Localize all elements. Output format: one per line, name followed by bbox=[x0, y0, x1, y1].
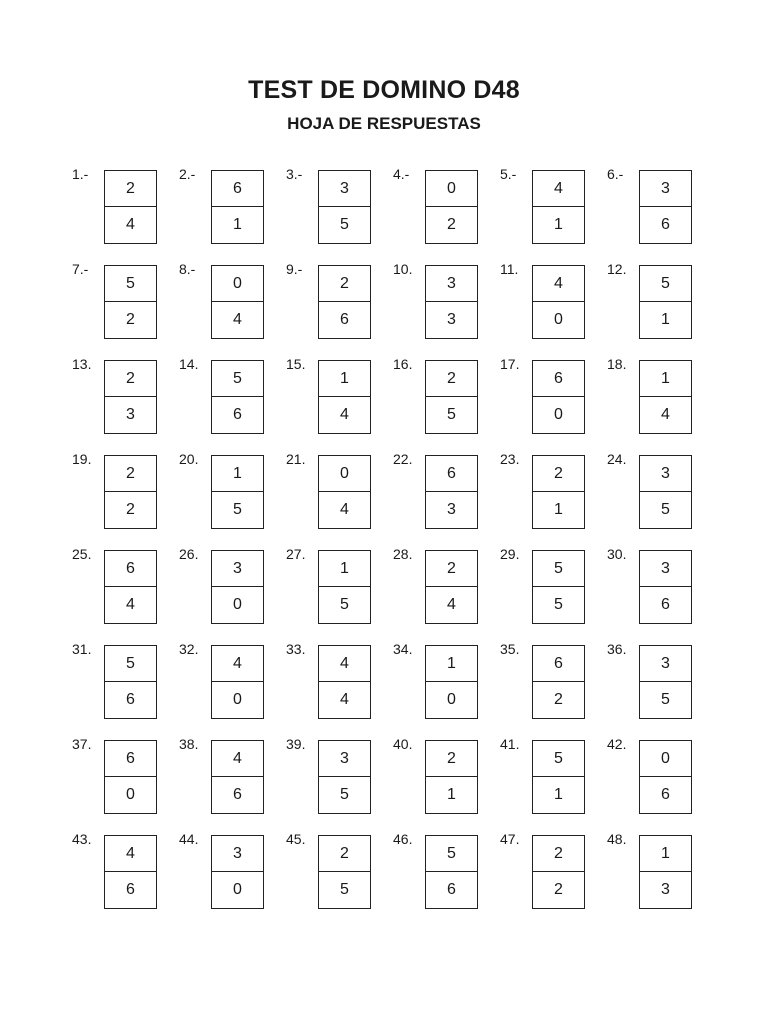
answer-item bbox=[72, 356, 179, 451]
domino-tile bbox=[639, 740, 692, 814]
domino-bottom-value: 5 bbox=[554, 596, 563, 613]
question-number: 46. bbox=[393, 831, 413, 847]
domino-top-value: 5 bbox=[105, 646, 156, 682]
answer-item bbox=[500, 546, 607, 641]
domino-tile bbox=[532, 265, 585, 339]
domino-top-value: 2 bbox=[105, 171, 156, 207]
domino-tile bbox=[639, 360, 692, 434]
answer-item bbox=[286, 736, 393, 831]
domino-tile bbox=[425, 455, 478, 529]
answer-grid bbox=[72, 166, 712, 926]
domino-tile bbox=[211, 740, 264, 814]
domino-tile bbox=[318, 265, 371, 339]
domino-bottom-value: 2 bbox=[554, 881, 563, 898]
question-number: 36. bbox=[607, 641, 627, 657]
question-number: 16. bbox=[393, 356, 413, 372]
domino-bottom-value: 4 bbox=[126, 596, 135, 613]
domino-tile bbox=[639, 645, 692, 719]
domino-top-value: 3 bbox=[640, 456, 691, 492]
domino-top-value: 4 bbox=[105, 836, 156, 872]
domino-bottom-value: 1 bbox=[554, 501, 563, 518]
domino-tile bbox=[425, 170, 478, 244]
domino-top-value: 6 bbox=[426, 456, 477, 492]
domino-tile bbox=[639, 265, 692, 339]
domino-top-value: 5 bbox=[212, 361, 263, 397]
domino-top-value: 1 bbox=[640, 836, 691, 872]
domino-top-value: 1 bbox=[319, 361, 370, 397]
domino-bottom-value: 6 bbox=[340, 311, 349, 328]
domino-bottom-value: 5 bbox=[340, 881, 349, 898]
domino-top-value: 0 bbox=[319, 456, 370, 492]
question-number: 14. bbox=[179, 356, 199, 372]
domino-bottom-value: 4 bbox=[340, 501, 349, 518]
answer-item bbox=[72, 451, 179, 546]
answer-item bbox=[72, 736, 179, 831]
answer-item bbox=[286, 451, 393, 546]
answer-item bbox=[72, 831, 179, 926]
answer-item bbox=[72, 546, 179, 641]
answer-item bbox=[607, 546, 714, 641]
question-number: 37. bbox=[72, 736, 92, 752]
domino-tile bbox=[104, 740, 157, 814]
answer-item bbox=[607, 831, 714, 926]
question-number: 32. bbox=[179, 641, 199, 657]
domino-bottom-value: 0 bbox=[233, 881, 242, 898]
question-number: 21. bbox=[286, 451, 306, 467]
domino-tile bbox=[211, 835, 264, 909]
question-number: 1.- bbox=[72, 166, 89, 182]
domino-top-value: 5 bbox=[533, 741, 584, 777]
domino-tile bbox=[104, 550, 157, 624]
question-number: 42. bbox=[607, 736, 627, 752]
answer-item bbox=[500, 451, 607, 546]
domino-tile bbox=[425, 645, 478, 719]
answer-item bbox=[607, 356, 714, 451]
question-number: 44. bbox=[179, 831, 199, 847]
domino-tile bbox=[211, 645, 264, 719]
question-number: 12. bbox=[607, 261, 627, 277]
domino-bottom-value: 1 bbox=[661, 311, 670, 328]
answer-item bbox=[500, 736, 607, 831]
answer-item bbox=[393, 261, 500, 356]
domino-bottom-value: 3 bbox=[447, 501, 456, 518]
domino-tile bbox=[104, 835, 157, 909]
domino-top-value: 2 bbox=[426, 741, 477, 777]
domino-bottom-value: 4 bbox=[233, 311, 242, 328]
question-number: 10. bbox=[393, 261, 413, 277]
question-number: 29. bbox=[500, 546, 520, 562]
domino-top-value: 6 bbox=[533, 646, 584, 682]
domino-top-value: 4 bbox=[319, 646, 370, 682]
domino-tile bbox=[211, 170, 264, 244]
domino-tile bbox=[211, 360, 264, 434]
domino-tile bbox=[211, 550, 264, 624]
domino-tile bbox=[425, 360, 478, 434]
question-number: 38. bbox=[179, 736, 199, 752]
question-number: 40. bbox=[393, 736, 413, 752]
domino-top-value: 1 bbox=[426, 646, 477, 682]
answer-item bbox=[179, 356, 286, 451]
domino-bottom-value: 2 bbox=[126, 501, 135, 518]
domino-tile bbox=[532, 835, 585, 909]
domino-top-value: 3 bbox=[640, 171, 691, 207]
domino-bottom-value: 5 bbox=[233, 501, 242, 518]
domino-tile bbox=[425, 835, 478, 909]
question-number: 39. bbox=[286, 736, 306, 752]
question-number: 15. bbox=[286, 356, 306, 372]
question-number: 47. bbox=[500, 831, 520, 847]
question-number: 9.- bbox=[286, 261, 303, 277]
domino-tile bbox=[532, 740, 585, 814]
answer-item bbox=[179, 641, 286, 736]
domino-tile bbox=[639, 835, 692, 909]
question-number: 27. bbox=[286, 546, 306, 562]
answer-item bbox=[286, 546, 393, 641]
domino-bottom-value: 3 bbox=[661, 881, 670, 898]
domino-top-value: 3 bbox=[640, 551, 691, 587]
question-number: 19. bbox=[72, 451, 92, 467]
answer-item bbox=[393, 641, 500, 736]
answer-item bbox=[393, 546, 500, 641]
answer-item bbox=[286, 356, 393, 451]
page-subtitle: HOJA DE RESPUESTAS bbox=[287, 114, 481, 133]
domino-tile bbox=[318, 645, 371, 719]
domino-bottom-value: 2 bbox=[447, 216, 456, 233]
domino-bottom-value: 4 bbox=[447, 596, 456, 613]
domino-tile bbox=[425, 550, 478, 624]
domino-bottom-value: 4 bbox=[340, 691, 349, 708]
answer-item bbox=[607, 166, 714, 261]
domino-top-value: 1 bbox=[212, 456, 263, 492]
page-title: TEST DE DOMINO D48 bbox=[248, 76, 520, 104]
domino-tile bbox=[318, 835, 371, 909]
answer-item bbox=[393, 356, 500, 451]
domino-top-value: 2 bbox=[105, 456, 156, 492]
answer-item bbox=[286, 831, 393, 926]
domino-tile bbox=[425, 740, 478, 814]
domino-bottom-value: 3 bbox=[447, 311, 456, 328]
domino-bottom-value: 6 bbox=[661, 216, 670, 233]
answer-item bbox=[500, 261, 607, 356]
answer-item bbox=[72, 166, 179, 261]
domino-top-value: 3 bbox=[212, 836, 263, 872]
domino-bottom-value: 6 bbox=[233, 786, 242, 803]
answer-item bbox=[500, 831, 607, 926]
domino-bottom-value: 4 bbox=[661, 406, 670, 423]
question-number: 45. bbox=[286, 831, 306, 847]
question-number: 43. bbox=[72, 831, 92, 847]
domino-top-value: 1 bbox=[319, 551, 370, 587]
domino-tile bbox=[425, 265, 478, 339]
question-number: 28. bbox=[393, 546, 413, 562]
domino-tile bbox=[104, 265, 157, 339]
question-number: 41. bbox=[500, 736, 520, 752]
domino-tile bbox=[532, 170, 585, 244]
answer-item bbox=[393, 451, 500, 546]
domino-bottom-value: 3 bbox=[126, 406, 135, 423]
domino-tile bbox=[104, 645, 157, 719]
domino-top-value: 0 bbox=[212, 266, 263, 302]
domino-top-value: 1 bbox=[640, 361, 691, 397]
domino-top-value: 3 bbox=[640, 646, 691, 682]
answer-item bbox=[393, 166, 500, 261]
domino-top-value: 6 bbox=[212, 171, 263, 207]
domino-tile bbox=[104, 170, 157, 244]
question-number: 5.- bbox=[500, 166, 517, 182]
answer-item bbox=[72, 641, 179, 736]
domino-bottom-value: 6 bbox=[447, 881, 456, 898]
domino-top-value: 0 bbox=[426, 171, 477, 207]
question-number: 25. bbox=[72, 546, 92, 562]
domino-tile bbox=[318, 455, 371, 529]
domino-tile bbox=[532, 645, 585, 719]
domino-bottom-value: 0 bbox=[554, 311, 563, 328]
question-number: 24. bbox=[607, 451, 627, 467]
domino-bottom-value: 6 bbox=[233, 406, 242, 423]
question-number: 2.- bbox=[179, 166, 196, 182]
domino-top-value: 4 bbox=[533, 171, 584, 207]
answer-item bbox=[286, 166, 393, 261]
domino-bottom-value: 5 bbox=[340, 786, 349, 803]
answer-item bbox=[179, 451, 286, 546]
domino-tile bbox=[104, 360, 157, 434]
domino-top-value: 4 bbox=[212, 646, 263, 682]
domino-top-value: 5 bbox=[533, 551, 584, 587]
question-number: 48. bbox=[607, 831, 627, 847]
domino-bottom-value: 6 bbox=[661, 596, 670, 613]
domino-bottom-value: 6 bbox=[661, 786, 670, 803]
domino-top-value: 6 bbox=[533, 361, 584, 397]
domino-top-value: 2 bbox=[533, 836, 584, 872]
answer-item bbox=[607, 261, 714, 356]
domino-tile bbox=[318, 550, 371, 624]
domino-tile bbox=[639, 550, 692, 624]
answer-item bbox=[72, 261, 179, 356]
domino-tile bbox=[532, 360, 585, 434]
question-number: 11. bbox=[500, 261, 519, 277]
domino-tile bbox=[639, 455, 692, 529]
answer-item bbox=[286, 641, 393, 736]
domino-tile bbox=[211, 265, 264, 339]
domino-top-value: 2 bbox=[426, 361, 477, 397]
domino-top-value: 4 bbox=[533, 266, 584, 302]
answer-item bbox=[179, 546, 286, 641]
answer-item bbox=[607, 736, 714, 831]
question-number: 3.- bbox=[286, 166, 303, 182]
answer-item bbox=[286, 261, 393, 356]
domino-bottom-value: 0 bbox=[447, 691, 456, 708]
domino-bottom-value: 1 bbox=[554, 786, 563, 803]
question-number: 22. bbox=[393, 451, 413, 467]
answer-item bbox=[500, 641, 607, 736]
domino-top-value: 3 bbox=[426, 266, 477, 302]
question-number: 33. bbox=[286, 641, 306, 657]
question-number: 18. bbox=[607, 356, 627, 372]
domino-tile bbox=[318, 740, 371, 814]
domino-top-value: 5 bbox=[640, 266, 691, 302]
domino-bottom-value: 0 bbox=[233, 691, 242, 708]
question-number: 26. bbox=[179, 546, 199, 562]
domino-top-value: 3 bbox=[319, 171, 370, 207]
domino-top-value: 2 bbox=[319, 266, 370, 302]
domino-bottom-value: 2 bbox=[554, 691, 563, 708]
question-number: 4.- bbox=[393, 166, 410, 182]
domino-tile bbox=[104, 455, 157, 529]
domino-bottom-value: 5 bbox=[340, 216, 349, 233]
question-number: 17. bbox=[500, 356, 520, 372]
domino-bottom-value: 1 bbox=[554, 216, 563, 233]
domino-top-value: 2 bbox=[319, 836, 370, 872]
answer-item bbox=[179, 831, 286, 926]
domino-top-value: 3 bbox=[319, 741, 370, 777]
answer-item bbox=[393, 831, 500, 926]
answer-item bbox=[179, 166, 286, 261]
domino-top-value: 0 bbox=[640, 741, 691, 777]
domino-bottom-value: 5 bbox=[447, 406, 456, 423]
domino-bottom-value: 0 bbox=[554, 406, 563, 423]
domino-top-value: 4 bbox=[212, 741, 263, 777]
domino-bottom-value: 4 bbox=[126, 216, 135, 233]
domino-bottom-value: 5 bbox=[340, 596, 349, 613]
domino-top-value: 6 bbox=[105, 741, 156, 777]
domino-bottom-value: 6 bbox=[126, 691, 135, 708]
question-number: 6.- bbox=[607, 166, 624, 182]
domino-bottom-value: 5 bbox=[661, 501, 670, 518]
domino-bottom-value: 4 bbox=[340, 406, 349, 423]
domino-top-value: 2 bbox=[533, 456, 584, 492]
answer-item bbox=[179, 736, 286, 831]
domino-tile bbox=[532, 455, 585, 529]
domino-tile bbox=[318, 360, 371, 434]
domino-top-value: 5 bbox=[105, 266, 156, 302]
answer-item bbox=[393, 736, 500, 831]
domino-top-value: 6 bbox=[105, 551, 156, 587]
question-number: 31. bbox=[72, 641, 92, 657]
domino-bottom-value: 6 bbox=[126, 881, 135, 898]
domino-tile bbox=[639, 170, 692, 244]
answer-item bbox=[500, 356, 607, 451]
domino-bottom-value: 0 bbox=[126, 786, 135, 803]
question-number: 20. bbox=[179, 451, 199, 467]
question-number: 30. bbox=[607, 546, 627, 562]
domino-bottom-value: 1 bbox=[447, 786, 456, 803]
domino-top-value: 3 bbox=[212, 551, 263, 587]
domino-bottom-value: 1 bbox=[233, 216, 242, 233]
domino-bottom-value: 0 bbox=[233, 596, 242, 613]
question-number: 8.- bbox=[179, 261, 196, 277]
question-number: 34. bbox=[393, 641, 413, 657]
domino-top-value: 2 bbox=[426, 551, 477, 587]
domino-tile bbox=[532, 550, 585, 624]
question-number: 35. bbox=[500, 641, 520, 657]
question-number: 13. bbox=[72, 356, 92, 372]
domino-bottom-value: 2 bbox=[126, 311, 135, 328]
question-number: 7.- bbox=[72, 261, 89, 277]
answer-item bbox=[179, 261, 286, 356]
answer-item bbox=[500, 166, 607, 261]
question-number: 23. bbox=[500, 451, 520, 467]
answer-item bbox=[607, 451, 714, 546]
answer-item bbox=[607, 641, 714, 736]
domino-tile bbox=[211, 455, 264, 529]
domino-top-value: 5 bbox=[426, 836, 477, 872]
domino-top-value: 2 bbox=[105, 361, 156, 397]
domino-bottom-value: 5 bbox=[661, 691, 670, 708]
domino-tile bbox=[318, 170, 371, 244]
